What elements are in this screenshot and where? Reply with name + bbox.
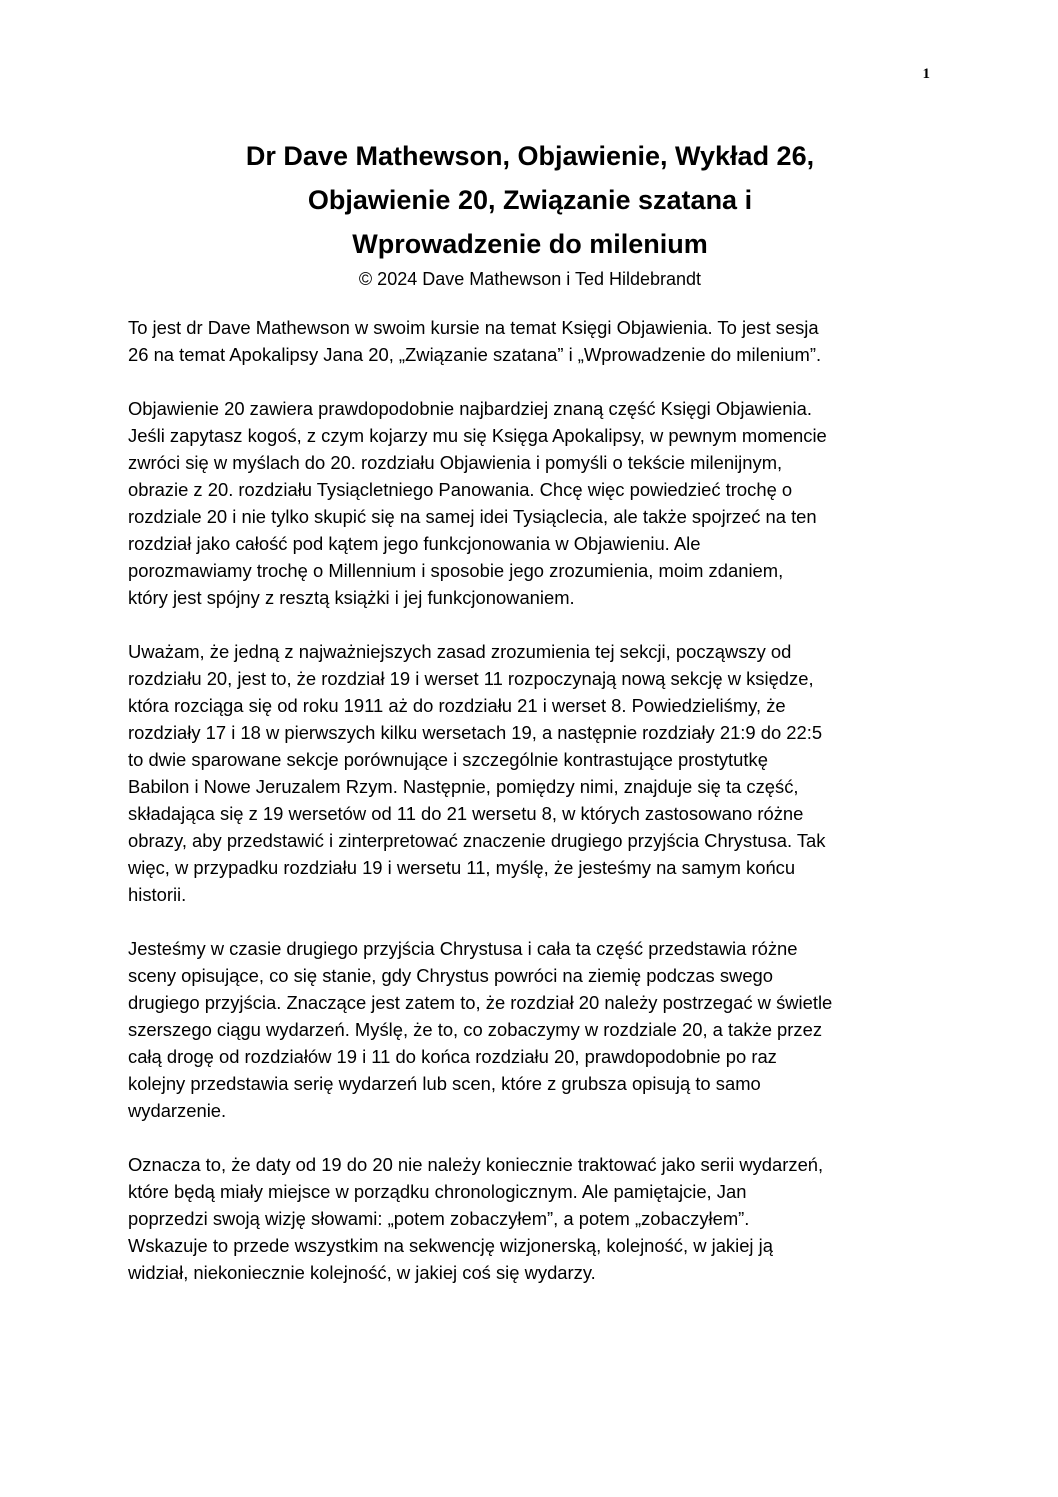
paragraph [128, 638, 948, 908]
text-line: to dwie sparowane sekcje porównujące i szczególnie kontrastujące prostytutkę [128, 749, 768, 770]
document-body [128, 314, 948, 1313]
text-line: rozdziały 17 i 18 w pierwszych kilku wersetach 19, a następnie rozdziały 21:9 do 22:5 [128, 722, 823, 743]
title-line: Objawienie 20, Związanie szatana i [307, 185, 753, 215]
text-line: który jest spójny z resztą książki i jej funkcjonowaniem. [128, 587, 575, 608]
text-line: Babilon i Nowe Jeruzalem Rzym. Następnie, pomiędzy nimi, znajduje się ta część, [128, 776, 799, 797]
text-line: Uważam, że jedną z najważniejszych zasad zrozumienia tej sekcji, począwszy od [128, 641, 792, 662]
paragraph [128, 935, 948, 1124]
copyright-notice: © 2024 Dave Mathewson i Ted Hildebrandt [358, 269, 702, 289]
text-line: 26 na temat Apokalipsy Jana 20, „Związanie szatana” i „Wprowadzenie do milenium”. [128, 344, 822, 365]
text-line: drugiego przyjścia. Znaczące jest zatem to, że rozdział 20 należy postrzegać w świetle [128, 992, 833, 1013]
text-line: która rozciąga się od roku 1911 aż do rozdziału 21 i werset 8. Powiedzieliśmy, że [128, 695, 786, 716]
text-line: które będą miały miejsce w porządku chronologicznym. Ale pamiętajcie, Jan [128, 1181, 747, 1202]
text-line: rozdziału 20, jest to, że rozdział 19 i werset 11 rozpoczynają nową sekcję w księdze, [128, 668, 814, 689]
text-line: historii. [128, 884, 187, 905]
paragraph [128, 1151, 948, 1286]
text-line: porozmawiamy trochę o Millennium i sposobie jego zrozumienia, moim zdaniem, [128, 560, 784, 581]
text-line: składająca się z 19 wersetów od 11 do 21 wersetu 8, w których zastosowano różne [128, 803, 804, 824]
text-line: rozdział jako całość pod kątem jego funkcjonowania w Objawieniu. Ale [128, 533, 701, 554]
text-line: całą drogę od rozdziałów 19 i 11 do końca rozdziału 20, prawdopodobnie po raz [128, 1046, 777, 1067]
text-line: obrazie z 20. rozdziału Tysiącletniego Panowania. Chcę więc powiedzieć trochę o [128, 479, 793, 500]
text-line: kolejny przedstawia serię wydarzeń lub scen, które z grubsza opisują to samo [128, 1073, 761, 1094]
text-line: Jeśli zapytasz kogoś, z czym kojarzy mu się Księga Apokalipsy, w pewnym momencie [128, 425, 827, 446]
text-line: obrazy, aby przedstawić i zinterpretować znaczenie drugiego przyjścia Chrystusa. Tak [128, 830, 826, 851]
text-line: wydarzenie. [128, 1100, 227, 1121]
text-line: szerszego ciągu wydarzeń. Myślę, że to, co zobaczymy w rozdziale 20, a także przez [128, 1019, 823, 1040]
text-line: Oznacza to, że daty od 19 do 20 nie należy koniecznie traktować jako serii wydarzeń, [128, 1154, 824, 1175]
paragraph [128, 395, 948, 611]
text-line: Objawienie 20 zawiera prawdopodobnie najbardziej znaną część Księgi Objawienia. [128, 398, 812, 419]
paragraph [128, 314, 948, 368]
text-line: sceny opisujące, co się stanie, gdy Chrystus powróci na ziemię podczas swego [128, 965, 774, 986]
text-line: zwróci się w myślach do 20. rozdziału Objawienia i pomyśli o tekście milenijnym, [128, 452, 783, 473]
text-line: więc, w przypadku rozdziału 19 i wersetu 11, myślę, że jesteśmy na samym końcu [128, 857, 796, 878]
text-line: To jest dr Dave Mathewson w swoim kursie na temat Księgi Objawienia. To jest sesja [128, 317, 819, 338]
text-line: widział, niekoniecznie kolejność, w jakiej coś się wydarzy. [128, 1262, 596, 1283]
title-line: Wprowadzenie do milenium [352, 229, 708, 259]
title-line: Dr Dave Mathewson, Objawienie, Wykład 26, [245, 141, 815, 171]
text-line: Jesteśmy w czasie drugiego przyjścia Chrystusa i cała ta część przedstawia różne [128, 938, 798, 959]
document-header [128, 134, 932, 292]
text-line: poprzedzi swoją wizję słowami: „potem zobaczyłem”, a potem „zobaczyłem”. [128, 1208, 750, 1229]
text-line: rozdziale 20 i nie tylko skupić się na samej idei Tysiąclecia, ale także spojrzeć na ten [128, 506, 817, 527]
text-line: Wskazuje to przede wszystkim na sekwencję wizjonerską, kolejność, w jakiej ją [128, 1235, 773, 1256]
page-number: 1 [922, 66, 930, 82]
